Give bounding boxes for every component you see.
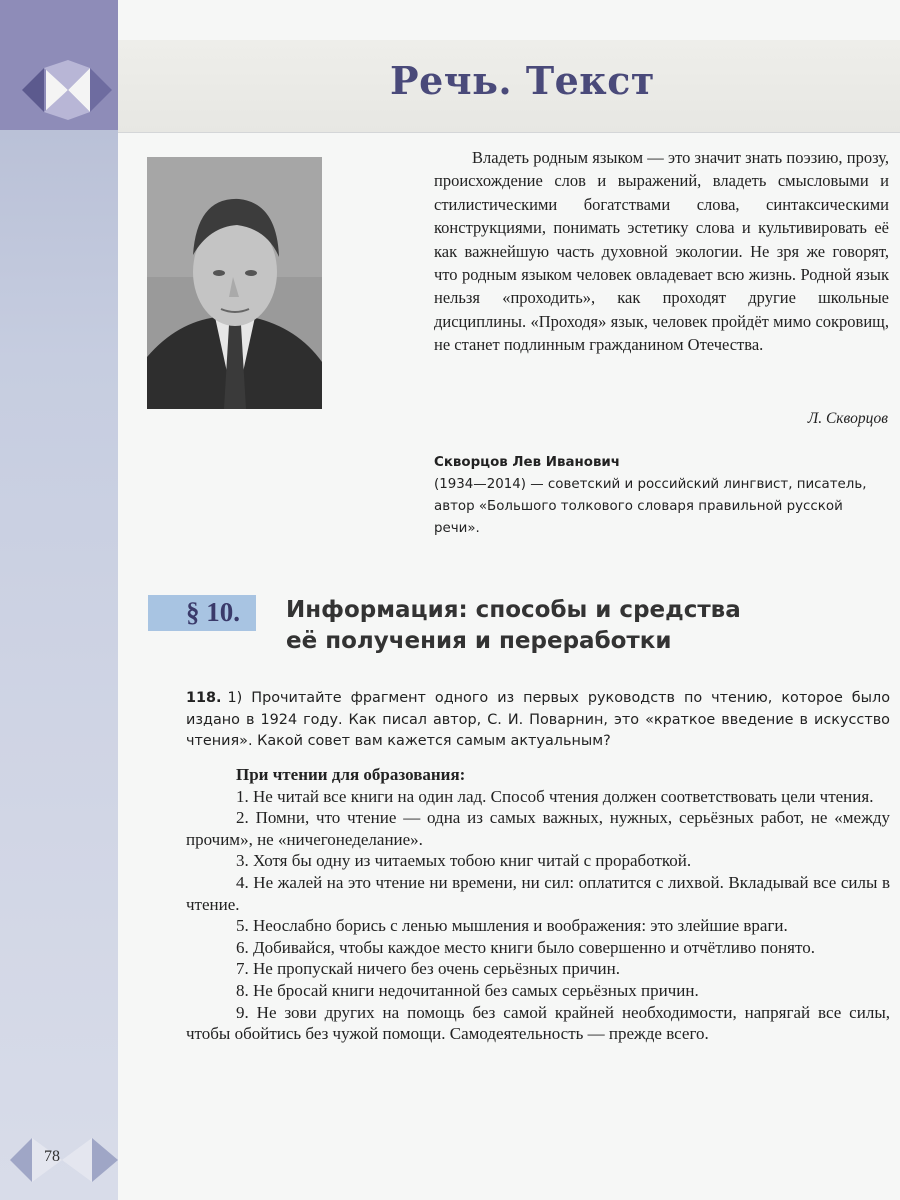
page-number: 78: [44, 1148, 60, 1165]
diamond-ornament-icon: [22, 60, 112, 120]
left-margin-band: [0, 0, 118, 1200]
paragraph-title-line2: её получения и переработки: [286, 628, 672, 654]
author-name: Скворцов Лев Иванович: [434, 455, 620, 470]
chapter-title: Речь. Текст: [390, 58, 655, 103]
reading-rule: 6. Добивайся, чтобы каждое место книги было совершенно и отчётливо понято.: [236, 937, 815, 957]
exercise: [186, 688, 890, 753]
reading-rule: 5. Неослабно борись с ленью мышления и воображения: это злейшие враги.: [236, 916, 788, 936]
reading-rules: [186, 764, 890, 1045]
paragraph-title: [286, 595, 741, 657]
exercise-text: 1) Прочитайте фрагмент одного из первых руководств по чтению, которое было издано в 1924 году. Как писал автор, С. И. Поварнин, это «краткое введение в искусство чтения». Какой совет вам кажется самым актуальным?: [186, 690, 890, 750]
reading-rules-heading: При чтении для образования:: [236, 765, 466, 784]
page-diamond-icon: [10, 1135, 118, 1185]
epigraph-author: Л. Скворцов: [807, 410, 888, 427]
paragraph-number: § 10.: [186, 597, 240, 627]
author-portrait: [147, 157, 322, 409]
reading-rule: 3. Хотя бы одну из читаемых тобою книг читай с проработкой.: [236, 851, 692, 871]
reading-rule: 8. Не бросай книги недочитанной без самых серьёзных причин.: [236, 980, 699, 1000]
portrait-image: [147, 157, 322, 409]
reading-rule: 7. Не пропускай ничего без очень серьёзных причин.: [236, 959, 620, 979]
reading-rule: 4. Не жалей на это чтение ни времени, ни сил: оплатится с лихвой. Вкладывай все силы в чтение.: [186, 872, 890, 914]
epigraph-text: Владеть родным языком — это значит знать поэзию, прозу, происхождение слов и выражений, владеть смысловыми и стилистическими богатствами слова, синтаксическими конструкциями, понимать эстетику слова и культивировать её как важнейшую часть духовной экологии. Не зря же говорят, что родным языком человек овладевает всю жизнь. Родной язык нельзя «проходить», как проходят другие школьные дисциплины. «Проходя» язык, человек пройдёт мимо сокровищ, не станет подлинным гражданином Отечества.: [434, 148, 889, 355]
author-bio: [434, 452, 889, 540]
author-bio-text: (1934—2014) — советский и российский лингвист, писатель, автор «Большого толкового словаря правильной русской речи».: [434, 477, 867, 536]
paragraph-title-line1: Информация: способы и средства: [286, 597, 741, 623]
reading-rule: 2. Помни, что чтение — одна из самых важных, нужных, серьёзных работ, не «между прочим», не «ничегонеделание».: [186, 808, 890, 849]
exercise-number: 118.: [186, 690, 222, 706]
reading-rule: 1. Не читай все книги на один лад. Способ чтения должен соответствовать цели чтения.: [236, 786, 874, 806]
reading-rule: 9. Не зови других на помощь без самой крайней необходимости, напрягай все силы, чтобы обойтись без чужой помощи. Самодеятельность — прежде всего.: [186, 1002, 890, 1044]
